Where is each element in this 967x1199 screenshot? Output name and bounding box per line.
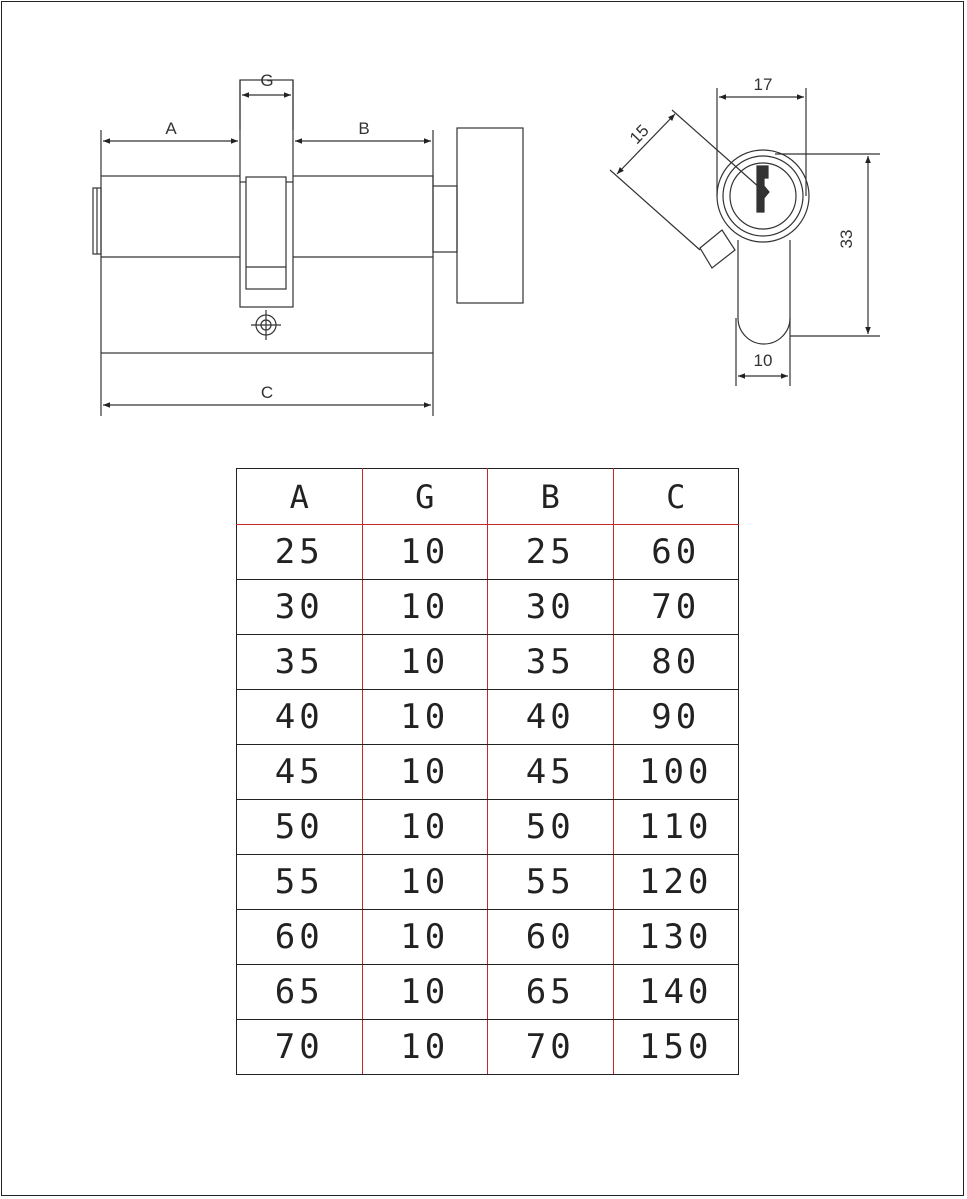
cell-b: 70 <box>488 1020 614 1075</box>
cell-a: 55 <box>237 855 363 910</box>
dim-label-15: 15 <box>625 120 653 148</box>
cell-c: 90 <box>613 690 739 745</box>
cell-g: 10 <box>362 745 488 800</box>
cell-b: 50 <box>488 800 614 855</box>
cell-c: 80 <box>613 635 739 690</box>
dim-label-b: B <box>358 119 370 138</box>
dimension-table <box>236 468 739 1075</box>
header-g: G <box>362 469 488 525</box>
table-row <box>237 690 739 745</box>
cell-a: 25 <box>237 525 363 580</box>
thumb-turn <box>457 128 523 303</box>
cell-g: 10 <box>362 635 488 690</box>
table-row <box>237 580 739 635</box>
cell-g: 10 <box>362 580 488 635</box>
side-view <box>93 80 523 416</box>
cell-a: 45 <box>237 745 363 800</box>
cell-b: 60 <box>488 910 614 965</box>
table-row <box>237 745 739 800</box>
table-row <box>237 525 739 580</box>
cell-b: 30 <box>488 580 614 635</box>
cell-c: 110 <box>613 800 739 855</box>
dim-label-g: G <box>260 71 274 90</box>
cell-a: 30 <box>237 580 363 635</box>
cell-b: 65 <box>488 965 614 1020</box>
cell-c: 140 <box>613 965 739 1020</box>
cell-c: 150 <box>613 1020 739 1075</box>
dim-label-33: 33 <box>837 229 856 249</box>
cell-b: 45 <box>488 745 614 800</box>
cell-a: 40 <box>237 690 363 745</box>
cell-g: 10 <box>362 525 488 580</box>
header-c: C <box>613 469 739 525</box>
cell-c: 60 <box>613 525 739 580</box>
cell-c: 70 <box>613 580 739 635</box>
cell-g: 10 <box>362 1020 488 1075</box>
table-row <box>237 965 739 1020</box>
cell-g: 10 <box>362 910 488 965</box>
cell-b: 25 <box>488 525 614 580</box>
table-row <box>237 635 739 690</box>
cell-g: 10 <box>362 800 488 855</box>
cell-g: 10 <box>362 965 488 1020</box>
header-a: A <box>237 469 363 525</box>
cell-b: 55 <box>488 855 614 910</box>
cam-block <box>240 80 293 307</box>
cell-a: 70 <box>237 1020 363 1075</box>
cell-a: 60 <box>237 910 363 965</box>
table-row <box>237 910 739 965</box>
cell-c: 120 <box>613 855 739 910</box>
cell-b: 40 <box>488 690 614 745</box>
header-b: B <box>488 469 614 525</box>
dim-label-17: 17 <box>753 75 773 94</box>
dim-label-a: A <box>165 119 177 138</box>
cell-a: 65 <box>237 965 363 1020</box>
table-row <box>237 1020 739 1075</box>
cell-a: 35 <box>237 635 363 690</box>
dim-label-c: C <box>260 383 274 402</box>
table-row <box>237 855 739 910</box>
table-header-row <box>237 469 739 525</box>
dim-label-10: 10 <box>753 351 773 370</box>
technical-drawing <box>0 0 967 440</box>
cell-c: 130 <box>613 910 739 965</box>
table-row <box>237 800 739 855</box>
cell-b: 35 <box>488 635 614 690</box>
cell-g: 10 <box>362 855 488 910</box>
cell-g: 10 <box>362 690 488 745</box>
cell-c: 100 <box>613 745 739 800</box>
cell-a: 50 <box>237 800 363 855</box>
